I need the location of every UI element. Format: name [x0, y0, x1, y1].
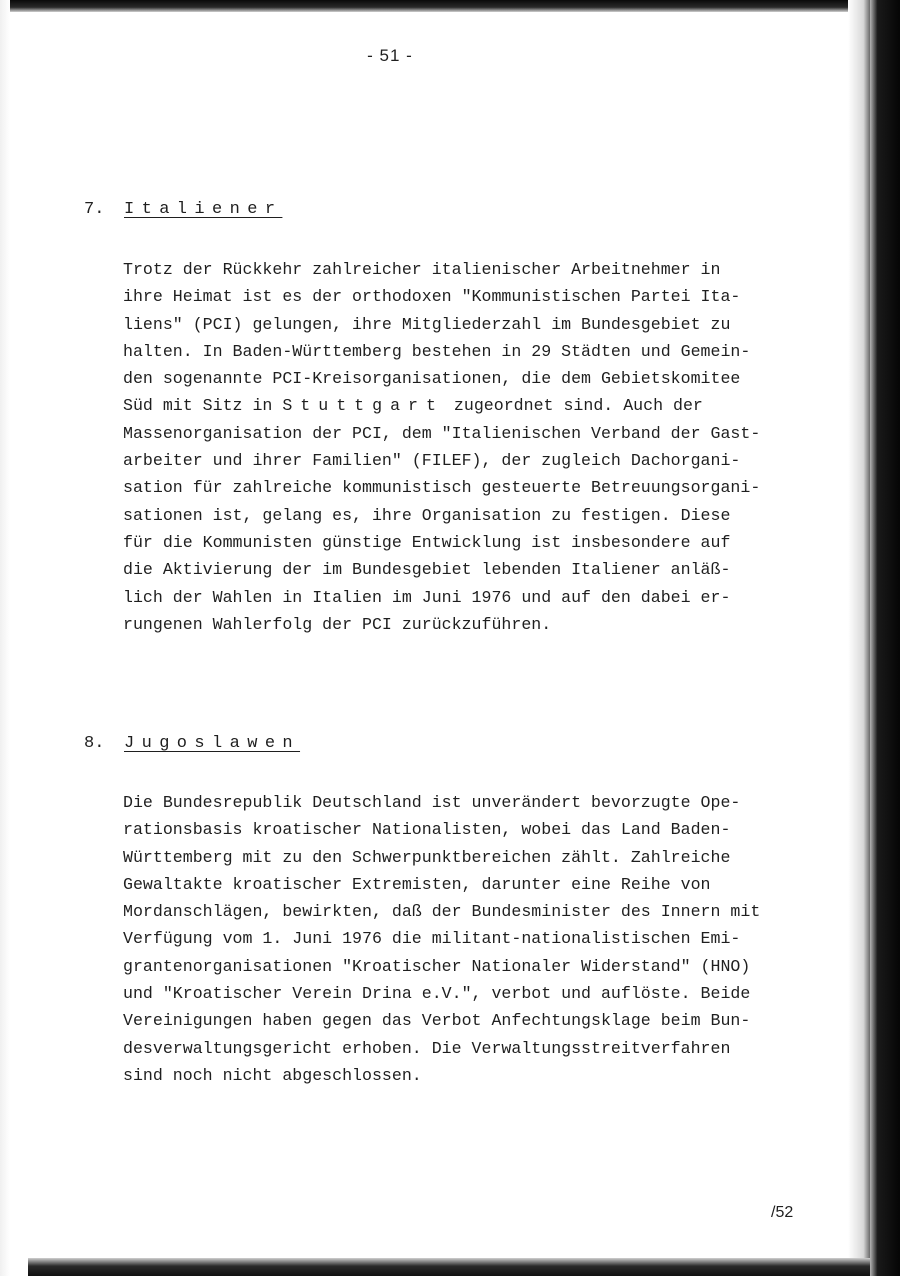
- text-line: Gewaltakte kroatischer Extremisten, darunter eine Reihe von: [123, 874, 711, 894]
- scan-top-edge: [10, 0, 870, 12]
- text-line: und "Kroatischer Verein Drina e.V.", verbot und auflöste. Beide: [123, 984, 751, 1004]
- text-line: Württemberg mit zu den Schwerpunktbereichen zählt. Zahlreiche: [123, 847, 731, 867]
- text-line: rationsbasis kroatischer Nationalisten, wobei das Land Baden-: [123, 820, 731, 840]
- scan-left-edge: [0, 0, 10, 1276]
- scan-bottom-edge: [28, 1258, 870, 1276]
- section-number: 7.: [84, 200, 105, 219]
- text-line-stuttgart: [123, 392, 843, 419]
- text-line: Vereinigungen haben gegen das Verbot Anfechtungsklage beim Bun-: [123, 1011, 751, 1031]
- text-line: ihre Heimat ist es der orthodoxen "Kommunistischen Partei Ita-: [123, 287, 741, 307]
- continuation-page-ref: /52: [771, 1204, 794, 1221]
- text-fragment: Süd mit Sitz in: [123, 396, 283, 416]
- section-title: Italiener: [124, 200, 283, 219]
- text-fragment: zugeordnet sind. Auch der: [443, 396, 703, 416]
- text-line: Die Bundesrepublik Deutschland ist unverändert bevorzugte Ope-: [123, 793, 741, 812]
- text-line: liens" (PCI) gelungen, ihre Mitgliederzahl im Bundesgebiet zu: [123, 314, 731, 334]
- section-title: Jugoslawen: [124, 734, 301, 753]
- text-line: Mordanschlägen, bewirkten, daß der Bundesminister des Innern mit: [123, 902, 761, 922]
- text-line: desverwaltungsgericht erhoben. Die Verwaltungsstreitverfahren: [123, 1038, 731, 1058]
- text-line: rungenen Wahlerfolg der PCI zurückzuführen.: [123, 614, 552, 634]
- text-line: halten. In Baden-Württemberg bestehen in 29 Städten und Gemein-: [123, 341, 751, 361]
- text-line: Trotz der Rückkehr zahlreicher italienischer Arbeitnehmer in: [123, 260, 721, 279]
- page-curl-shadow: [848, 0, 870, 1276]
- text-line: grantenorganisationen "Kroatischer Nationaler Widerstand" (HNO): [123, 956, 751, 976]
- scan-right-edge: [870, 0, 900, 1276]
- text-line: für die Kommunisten günstige Entwicklung ist insbesondere auf: [123, 532, 731, 552]
- text-line: arbeiter und ihrer Familien" (FILEF), der zugleich Dachorgani-: [123, 451, 741, 471]
- text-line: den sogenannte PCI-Kreisorganisationen, die dem Gebietskomitee: [123, 369, 741, 389]
- section-number: 8.: [84, 734, 105, 753]
- paragraph-jugoslawen: [123, 789, 843, 1089]
- text-line: die Aktivierung der im Bundesgebiet lebenden Italiener anläß-: [123, 560, 731, 580]
- text-line: Massenorganisation der PCI, dem "Italienischen Verband der Gast-: [123, 423, 761, 443]
- text-line: sation für zahlreiche kommunistisch gesteuerte Betreuungsorgani-: [123, 478, 761, 498]
- city-name-spaced: Stuttgart: [282, 396, 444, 416]
- paragraph-italiener: [123, 256, 843, 638]
- section-heading-jugoslawen: [84, 734, 300, 753]
- text-line: Verfügung vom 1. Juni 1976 die militant-nationalistischen Emi-: [123, 929, 741, 949]
- text-line: lich der Wahlen in Italien im Juni 1976 und auf den dabei er-: [123, 587, 731, 607]
- text-line: sationen ist, gelang es, ihre Organisation zu festigen. Diese: [123, 505, 731, 525]
- text-line: sind noch nicht abgeschlossen.: [123, 1065, 422, 1085]
- page-number: - 51 -: [367, 46, 413, 65]
- section-heading-italiener: [84, 200, 282, 219]
